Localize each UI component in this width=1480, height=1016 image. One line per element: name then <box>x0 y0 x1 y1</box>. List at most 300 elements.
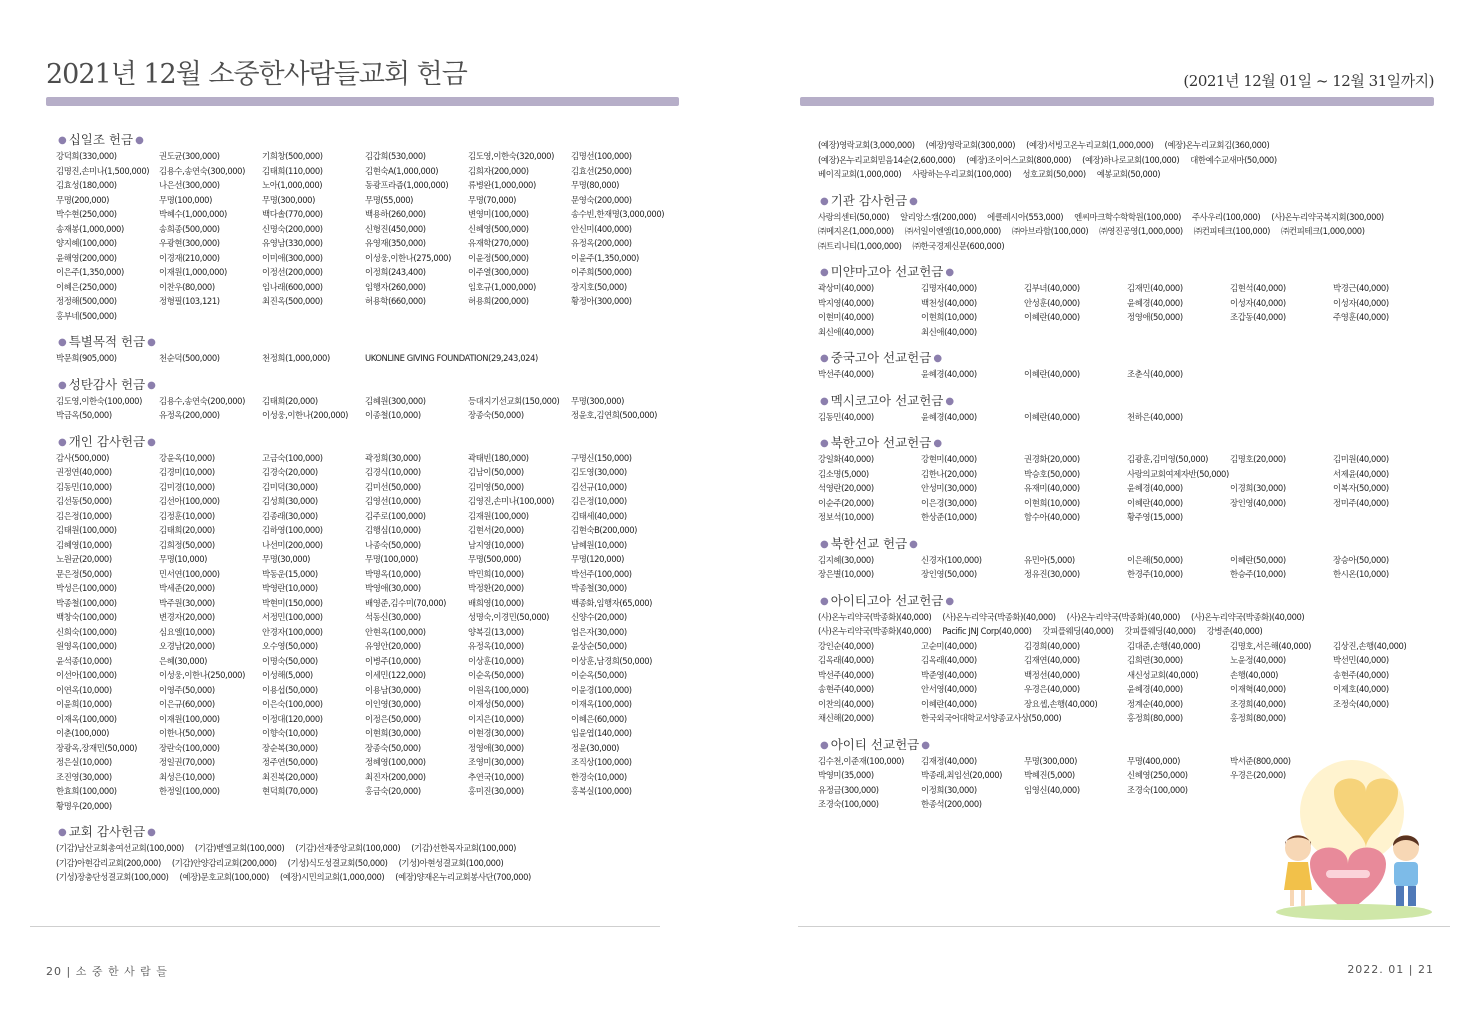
donor-entry: 이미애(300,000) <box>262 252 323 263</box>
donor-grid <box>818 281 1438 339</box>
donor-entry: 베이직교회(1,000,000) <box>818 169 902 179</box>
donor-entry: 김동민(10,000) <box>56 481 112 492</box>
donor-entry: 한상준(10,000) <box>921 512 977 522</box>
donor-entry: 이재원(100,000) <box>159 713 220 724</box>
donor-entry: 박민희(10,000) <box>468 568 524 579</box>
donor-entry: 이종철(10,000) <box>365 410 421 420</box>
donor-entry: 민서연(100,000) <box>159 568 220 579</box>
donor-entry: 유정옥(200,000) <box>571 238 632 248</box>
donor-line <box>56 841 676 856</box>
bullet-icon: ● <box>820 195 829 207</box>
donor-entry: 현덕희(70,000) <box>262 786 318 796</box>
donor-entry: 이복자(50,000) <box>1333 483 1389 493</box>
donor-entry: 서제윤(40,000) <box>1333 468 1389 479</box>
donor-entry: 신명숙(200,000) <box>262 223 323 234</box>
donor-entry: 이성해(5,000) <box>262 670 313 680</box>
donor-entry: 최진자(200,000) <box>365 771 426 782</box>
donor-entry: 이혜란(40,000) <box>1127 497 1183 508</box>
donor-entry: 김현숙A(1,000,000) <box>365 165 439 176</box>
donor-line <box>56 870 676 885</box>
donor-entry: 이재성(50,000) <box>468 699 524 709</box>
boy-figure <box>1393 835 1419 906</box>
donor-entry: 정보석(10,000) <box>818 512 874 522</box>
donor-entry: 박선주(100,000) <box>571 568 632 579</box>
donor-entry: 김영선(10,000) <box>365 496 421 506</box>
donor-entry: 예봉교회(50,000) <box>1096 169 1161 179</box>
section-title <box>818 349 1438 367</box>
donor-entry: 이향숙(10,000) <box>262 728 318 738</box>
donor-entry: 홍정희(80,000) <box>1127 713 1183 723</box>
donor-entry: 이정선(200,000) <box>262 267 323 277</box>
section-title-text: 아이티고아 선교헌금 <box>830 592 944 608</box>
donor-entry: 한승주(10,000) <box>1230 569 1286 579</box>
donor-entry: 무명(30,000) <box>262 554 311 564</box>
donor-grid <box>56 149 676 323</box>
bullet-icon: ● <box>58 827 67 838</box>
donor-entry: 장종숙(50,000) <box>468 410 524 420</box>
donor-entry: 김광훈,김미영(50,000) <box>1127 454 1209 464</box>
donor-entry: 정형필(103,121) <box>159 296 220 306</box>
donor-entry: 무명(300,000) <box>571 395 624 406</box>
donor-entry: 새신성교회(40,000) <box>1127 669 1199 680</box>
donor-entry: 나선미(200,000) <box>262 539 323 550</box>
section-title-text: 북한선교 헌금 <box>830 535 908 551</box>
donor-entry: 이찬우(80,000) <box>159 281 215 292</box>
donor-entry: 정윤호,김연희(500,000) <box>571 410 657 420</box>
donor-entry: 김명진,손미나(1,500,000) <box>56 165 150 176</box>
section-title <box>818 434 1438 452</box>
donor-entry: 이혜란(40,000) <box>1024 411 1080 422</box>
donor-entry: 유정옥(10,000) <box>468 641 524 651</box>
donor-entry: 유민아(5,000) <box>1024 554 1075 565</box>
donor-entry: ㈜메지온(1,000,000) <box>818 226 894 236</box>
donor-entry: 문영숙(200,000) <box>571 194 632 205</box>
offering-section <box>818 349 1438 382</box>
donor-entry: 주영훈(40,000) <box>1333 312 1389 322</box>
donor-entry: 한정일(100,000) <box>159 786 220 796</box>
donor-entry: (기감)선재중앙교회(100,000) <box>295 843 401 853</box>
donor-entry: 무명(120,000) <box>571 554 624 564</box>
donor-entry: 정계순(40,000) <box>1127 698 1183 709</box>
donor-entry: 안경자(100,000) <box>262 626 323 637</box>
bullet-icon: ● <box>147 379 156 391</box>
donor-entry: 김현숙B(200,000) <box>571 525 637 535</box>
donor-grid <box>56 351 676 366</box>
donor-entry: 이현미(40,000) <box>818 312 874 322</box>
donor-entry: 신혜영(500,000) <box>468 223 529 234</box>
donor-entry: 김도영,이한숙(320,000) <box>468 151 554 161</box>
donor-entry: 윤혜경(40,000) <box>1127 684 1183 694</box>
section-title-text: 특별목적 헌금 <box>68 334 146 349</box>
donor-entry: 이경재(210,000) <box>159 252 220 263</box>
donor-entry: (예장)하나로교회(100,000) <box>1082 154 1180 165</box>
donor-entry: 김경미(10,000) <box>159 467 215 477</box>
donor-entry: 임호규(1,000,000) <box>468 281 536 292</box>
donor-entry: 김태희(20,000) <box>262 395 318 406</box>
section-title <box>56 131 676 149</box>
offering-section <box>818 392 1438 425</box>
donor-entry: 노윤정(40,000) <box>1230 655 1286 665</box>
donor-entry: 박명옥(10,000) <box>365 568 421 579</box>
donor-entry: 최신애(40,000) <box>921 326 977 337</box>
donor-entry: 최진복(20,000) <box>262 771 318 782</box>
bullet-icon: ● <box>820 538 829 550</box>
donor-entry: 심요엘(10,000) <box>159 626 215 637</box>
donor-entry: 함수아(40,000) <box>1024 512 1080 522</box>
donor-entry: 박수현(250,000) <box>56 209 117 219</box>
donor-entry: 강병준(40,000) <box>1206 626 1263 636</box>
donor-entry: 김주로(100,000) <box>365 510 426 521</box>
footer-rule <box>798 926 1450 927</box>
donor-entry: 류병완(1,000,000) <box>468 180 536 190</box>
donor-entry: 이윤경(100,000) <box>571 684 632 695</box>
donor-entry: 정일권(70,000) <box>159 757 215 767</box>
donor-entry: 송현주(40,000) <box>818 684 874 694</box>
donor-entry: 김정훈(10,000) <box>159 510 215 521</box>
donor-entry: 백용하(260,000) <box>365 209 426 219</box>
donor-grid <box>818 410 1438 425</box>
donor-entry: 박선주(40,000) <box>818 669 874 680</box>
donor-entry: 이원옥(100,000) <box>468 684 529 695</box>
bullet-icon: ● <box>933 353 943 364</box>
donor-entry: 김효선(250,000) <box>571 165 632 176</box>
donor-entry: 무명(10,000) <box>159 554 208 564</box>
donor-entry: 허용학(660,000) <box>365 296 426 306</box>
donor-entry: 안현옥(100,000) <box>365 626 426 637</box>
grass <box>1276 904 1432 920</box>
donor-entry: 오수영(50,000) <box>262 641 318 651</box>
donor-entry: 알리앙스캠(200,000) <box>900 211 977 222</box>
donor-entry: 김혜원(300,000) <box>365 395 426 406</box>
footer-rule <box>30 926 660 927</box>
donor-entry: 이정은(50,000) <box>365 713 421 724</box>
donor-entry: 박지영(40,000) <box>818 297 874 308</box>
offering-section <box>818 192 1438 254</box>
donor-entry: ㈜컨피테크(100,000) <box>1193 226 1271 236</box>
donor-entry: 김미경(10,000) <box>159 481 215 492</box>
donor-entry: 안서영(40,000) <box>921 684 977 694</box>
donor-grid <box>56 394 676 423</box>
donor-entry: 성호교회(50,000) <box>1022 169 1086 179</box>
donor-entry: 윤혜경(40,000) <box>1127 483 1183 493</box>
donor-entry: 장승아(50,000) <box>1333 554 1389 565</box>
bullet-icon: ● <box>147 436 156 448</box>
donor-entry: 이한나(50,000) <box>159 728 215 738</box>
donor-entry: 천정희(1,000,000) <box>262 353 330 363</box>
donor-entry: 곽정희(30,000) <box>365 452 421 463</box>
donor-entry: 배영준,김수미(70,000) <box>365 597 447 608</box>
donor-entry: 이은규(60,000) <box>159 699 215 709</box>
donor-entry: 백천성(40,000) <box>921 297 977 308</box>
donor-entry: (사)온누리약국복지회(300,000) <box>1271 211 1384 222</box>
donor-entry: 김태희(20,000) <box>159 525 215 535</box>
donor-entry: 이인영(30,000) <box>365 699 421 709</box>
donor-line <box>818 153 1438 168</box>
donor-entry: 장광옥,장재민(50,000) <box>56 742 138 753</box>
donor-entry: 홍미진(30,000) <box>468 786 524 796</box>
donor-entry: 이경희(30,000) <box>1230 483 1286 493</box>
donor-grid <box>56 451 676 814</box>
donor-entry: 송재봉(1,000,000) <box>56 223 124 234</box>
girl-figure <box>1284 835 1312 906</box>
donor-entry: 유정금(300,000) <box>818 784 879 795</box>
donor-entry: 무명(400,000) <box>1127 755 1180 766</box>
donor-entry: 한시온(10,000) <box>1333 569 1389 579</box>
section-title <box>818 192 1438 210</box>
donor-entry: 유정옥(200,000) <box>159 410 220 420</box>
donor-entry: 김은정(10,000) <box>571 496 627 506</box>
donor-entry: 김소명(5,000) <box>818 468 869 479</box>
donor-entry: 손행(40,000) <box>1230 669 1279 680</box>
donor-entry: 이현희(10,000) <box>921 312 977 322</box>
section-title-text: 중국고아 선교헌금 <box>830 350 932 365</box>
bullet-icon: ● <box>820 438 829 449</box>
donor-entry: 신형진(450,000) <box>365 223 426 234</box>
donor-entry: 이병주(10,000) <box>365 655 421 666</box>
offering-section <box>56 433 676 814</box>
bullet-icon: ● <box>820 739 829 751</box>
donor-entry: 박성은(100,000) <box>56 583 117 593</box>
donor-entry: ㈜한국경제신문(600,000) <box>912 240 1005 251</box>
donor-entry: 무명(100,000) <box>159 194 212 205</box>
section-title-text: 북한고아 선교헌금 <box>830 435 932 450</box>
donor-entry: 이윤정(500,000) <box>468 252 529 263</box>
donor-entry: 김희정(50,000) <box>159 539 215 550</box>
donor-entry: 이순옥(50,000) <box>571 670 627 680</box>
donor-entry: (예장)영락교회(3,000,000) <box>818 140 915 150</box>
donor-entry: 고금숙(100,000) <box>262 452 323 463</box>
donor-entry: 박영란(10,000) <box>262 583 318 593</box>
donor-entry: 박종래,최임선(20,000) <box>921 770 1003 780</box>
donor-entry: 박영미(35,000) <box>818 770 874 780</box>
donor-entry: 김용수,송연숙(200,000) <box>159 395 245 406</box>
donor-entry: 이혜은(250,000) <box>56 281 117 292</box>
donor-entry: (사)온누리약국(박종화)(40,000) <box>942 611 1056 622</box>
donor-entry: 한효희(100,000) <box>56 786 117 796</box>
donor-entry: 임영신(40,000) <box>1024 784 1080 795</box>
donor-entry: (예장)서빙고온누리교회(1,000,000) <box>1026 140 1154 150</box>
donor-entry: 이혜란(40,000) <box>921 698 977 709</box>
donor-entry: 김갑희(530,000) <box>365 151 426 161</box>
donor-entry: 박주원(30,000) <box>159 597 215 608</box>
donor-entry: 박혜진(5,000) <box>1024 770 1075 780</box>
donor-entry: 조경숙(100,000) <box>1127 784 1188 795</box>
donor-entry: 원영옥(100,000) <box>56 641 117 651</box>
donor-entry: 홍복실(100,000) <box>571 786 632 796</box>
donor-entry: 나종숙(50,000) <box>365 539 421 550</box>
donor-entry: 주사우리(100,000) <box>1191 211 1261 222</box>
donor-entry: 김현석(40,000) <box>1230 283 1286 293</box>
page-number-right: 2022. 01 | 21 <box>1347 963 1434 976</box>
donor-entry: 김선규(10,000) <box>571 481 627 492</box>
donor-entry: 김명자(40,000) <box>921 283 977 293</box>
donor-entry: 김희련(30,000) <box>1127 655 1183 665</box>
donor-entry: 최성은(10,000) <box>159 771 215 782</box>
donor-entry: 김경숙(20,000) <box>262 467 318 477</box>
right-content <box>818 138 1438 822</box>
donor-entry: 이세민(122,000) <box>365 670 426 680</box>
donor-entry: 고순미(40,000) <box>921 640 977 651</box>
donor-entry: 김한나(20,000) <box>921 468 977 479</box>
donor-grid <box>818 452 1438 525</box>
donor-entry: 김명선(100,000) <box>571 151 632 161</box>
donor-entry: 백종화,임행자(65,000) <box>571 597 653 608</box>
bullet-icon: ● <box>147 827 156 838</box>
donor-entry: 이재원(1,000,000) <box>159 267 227 277</box>
donor-entry: 신혜영(250,000) <box>1127 770 1188 780</box>
donor-entry: 유재미(40,000) <box>1024 483 1080 493</box>
donor-entry: 박경근(40,000) <box>1333 283 1389 293</box>
donor-entry: 이상훈,남경희(50,000) <box>571 655 653 666</box>
donor-entry: 무명(70,000) <box>468 194 517 205</box>
donor-entry: 송희종(500,000) <box>159 223 220 234</box>
donor-entry: 신희숙(100,000) <box>56 626 117 637</box>
donor-entry: 사랑의교회여제자반(50,000) <box>1127 468 1229 479</box>
donor-entry: 박선주(40,000) <box>818 369 874 379</box>
donor-entry: (사)온누리약국(박종화)(40,000) <box>1066 611 1180 622</box>
donor-entry: 박금옥(50,000) <box>56 410 112 420</box>
section-title-text: 기관 감사헌금 <box>830 192 908 208</box>
donor-entry: 이정희(30,000) <box>921 784 977 795</box>
donor-entry: 안성미(30,000) <box>921 483 977 493</box>
donor-entry: 장인영(40,000) <box>1230 497 1286 508</box>
donor-entry: 강현미(40,000) <box>921 454 977 464</box>
donor-entry: 남혜원(10,000) <box>571 539 627 550</box>
donor-entry: 윤혜경(40,000) <box>1127 297 1183 308</box>
donor-entry: 장요셉,손행(40,000) <box>1024 698 1098 709</box>
donor-entry: 이제호(40,000) <box>1333 684 1389 694</box>
bullet-icon: ● <box>921 739 930 751</box>
offering-section <box>56 376 676 423</box>
donor-entry: 김미선(50,000) <box>365 481 421 492</box>
donor-entry: (사)온누리약국(박종화)(40,000) <box>818 626 932 636</box>
donor-entry: 이성웅,이한나(275,000) <box>365 252 451 263</box>
donor-entry: 송현주(40,000) <box>1333 669 1389 680</box>
section-title-text: 아이티 선교헌금 <box>830 736 920 752</box>
donor-entry: 유영남(330,000) <box>262 238 323 248</box>
donor-entry: (사)온누리약국(박종화)(40,000) <box>818 611 932 622</box>
donor-entry: 김태세(40,000) <box>571 510 627 521</box>
donor-entry: 이성웅,이한나(200,000) <box>262 410 348 420</box>
donor-entry: 이정희(243,400) <box>365 267 426 277</box>
donor-entry: (예장)영락교회(300,000) <box>925 140 1016 150</box>
donor-entry: 무명(500,000) <box>468 554 521 564</box>
bullet-icon: ● <box>58 379 67 391</box>
offering-section <box>818 535 1438 582</box>
donor-entry: (기감)선한목자교회(100,000) <box>411 843 517 853</box>
donor-entry: (예장)양재온누리교회봉사단(700,000) <box>395 872 531 882</box>
donor-entry: (기성)아현성결교회(100,000) <box>398 857 504 868</box>
donor-entry: 무명(300,000) <box>1024 755 1077 766</box>
donor-entry: 천하은(40,000) <box>1127 411 1183 422</box>
donor-entry: 김희자(200,000) <box>468 165 529 176</box>
donor-entry: 김은정(10,000) <box>56 510 112 521</box>
donor-entry: 박문희(905,000) <box>56 353 117 363</box>
section-title-text: 미얀마고아 선교헌금 <box>830 264 944 279</box>
donor-entry: 엄은자(30,000) <box>571 626 627 637</box>
donor-entry: 황명우(20,000) <box>56 800 112 811</box>
donor-entry: 윤석종(10,000) <box>56 655 112 666</box>
donor-entry: (사)온누리약국(박종화)(40,000) <box>1190 611 1305 622</box>
donor-entry: 백창숙(100,000) <box>56 612 117 622</box>
donor-entry: 이현경(30,000) <box>468 728 524 738</box>
donor-entry: 박정환(20,000) <box>468 583 524 593</box>
donor-entry: 권정연(40,000) <box>56 467 112 477</box>
donor-entry: 황주영(15,000) <box>1127 512 1183 522</box>
donor-entry: 엔씨마크학수학학원(100,000) <box>1074 211 1181 222</box>
section-title <box>818 263 1438 281</box>
donor-line <box>818 138 1438 153</box>
donor-entry: 이용섭(50,000) <box>262 684 318 695</box>
donor-entry: 무명(80,000) <box>571 180 620 190</box>
donor-entry: 이은경(30,000) <box>921 497 977 508</box>
donor-grid <box>818 639 1438 726</box>
section-title <box>56 823 676 841</box>
donor-entry: Pacific JNJ Corp(40,000) <box>942 626 1032 636</box>
donor-entry: (기감)아현감리교회(200,000) <box>56 857 161 868</box>
donor-entry: 서정민(100,000) <box>262 612 323 622</box>
donor-entry: 한경주(10,000) <box>1127 569 1183 579</box>
donor-entry: 정영애(30,000) <box>468 742 524 753</box>
donor-entry: 최신애(40,000) <box>818 326 874 337</box>
donor-entry: 이재혁(40,000) <box>1230 684 1286 694</box>
donor-entry: 이윤희(10,000) <box>56 699 112 709</box>
donor-entry: 박동운(15,000) <box>262 568 318 579</box>
section-title-text: 개인 감사헌금 <box>68 433 146 449</box>
donor-entry: 송수빈,한재명(3,000,000) <box>571 209 665 219</box>
donor-entry: 남지영(10,000) <box>468 539 524 550</box>
donor-entry: 대한예수교새마(50,000) <box>1190 154 1277 165</box>
donor-entry: 박선민(40,000) <box>1333 655 1389 665</box>
donor-entry: 한국외국어대학교서양종교사상(50,000) <box>921 713 1062 723</box>
donor-entry: 박준영(40,000) <box>921 669 977 680</box>
donor-entry: 김하영(100,000) <box>262 525 323 535</box>
donor-entry: 조영미(30,000) <box>468 757 524 767</box>
donor-entry: 김태희(110,000) <box>262 165 323 176</box>
date-range: (2021년 12월 01일 ~ 12월 31일까지) <box>1183 72 1434 90</box>
section-title <box>56 433 676 451</box>
donor-entry: 한종석(200,000) <box>921 799 982 809</box>
donor-entry: 박영애(30,000) <box>365 583 421 593</box>
donor-entry: 이재옥(100,000) <box>56 713 117 724</box>
donor-entry: 윤혜경(40,000) <box>921 411 977 422</box>
left-content <box>56 131 676 895</box>
donor-entry: 장지호(50,000) <box>571 281 627 292</box>
donor-entry: (예장)조이어스교회(800,000) <box>966 154 1072 165</box>
donor-entry: 조정숙(40,000) <box>1333 698 1389 709</box>
donor-entry: 김도영(30,000) <box>571 467 627 477</box>
donor-entry: 변영미(100,000) <box>468 209 529 219</box>
donor-entry: 이주희(500,000) <box>571 267 632 277</box>
donor-entry: 김도영,이한숙(100,000) <box>56 395 142 406</box>
donor-entry: 박종철(30,000) <box>571 583 627 593</box>
donor-entry: 양복길(13,000) <box>468 626 524 637</box>
donor-entry: (기감)벧엘교회(100,000) <box>194 843 285 853</box>
section-title-text: 십일조 헌금 <box>68 132 134 147</box>
donor-entry: 조춘식(40,000) <box>1127 369 1183 379</box>
donor-entry: 이영주(50,000) <box>159 684 215 695</box>
bullet-icon: ● <box>820 353 829 364</box>
section-title <box>818 736 1438 754</box>
donor-entry: 정미주(40,000) <box>1333 497 1389 508</box>
donor-entry: 김옥래(40,000) <box>818 655 874 665</box>
donor-entry: 김동민(40,000) <box>818 411 874 422</box>
donor-entry: ㈜아브라함(100,000) <box>1011 226 1089 236</box>
bullet-icon: ● <box>909 195 918 207</box>
offering-section <box>56 823 676 885</box>
donor-entry: 이순주(20,000) <box>818 497 874 508</box>
donor-entry: 이순옥(50,000) <box>468 670 524 680</box>
